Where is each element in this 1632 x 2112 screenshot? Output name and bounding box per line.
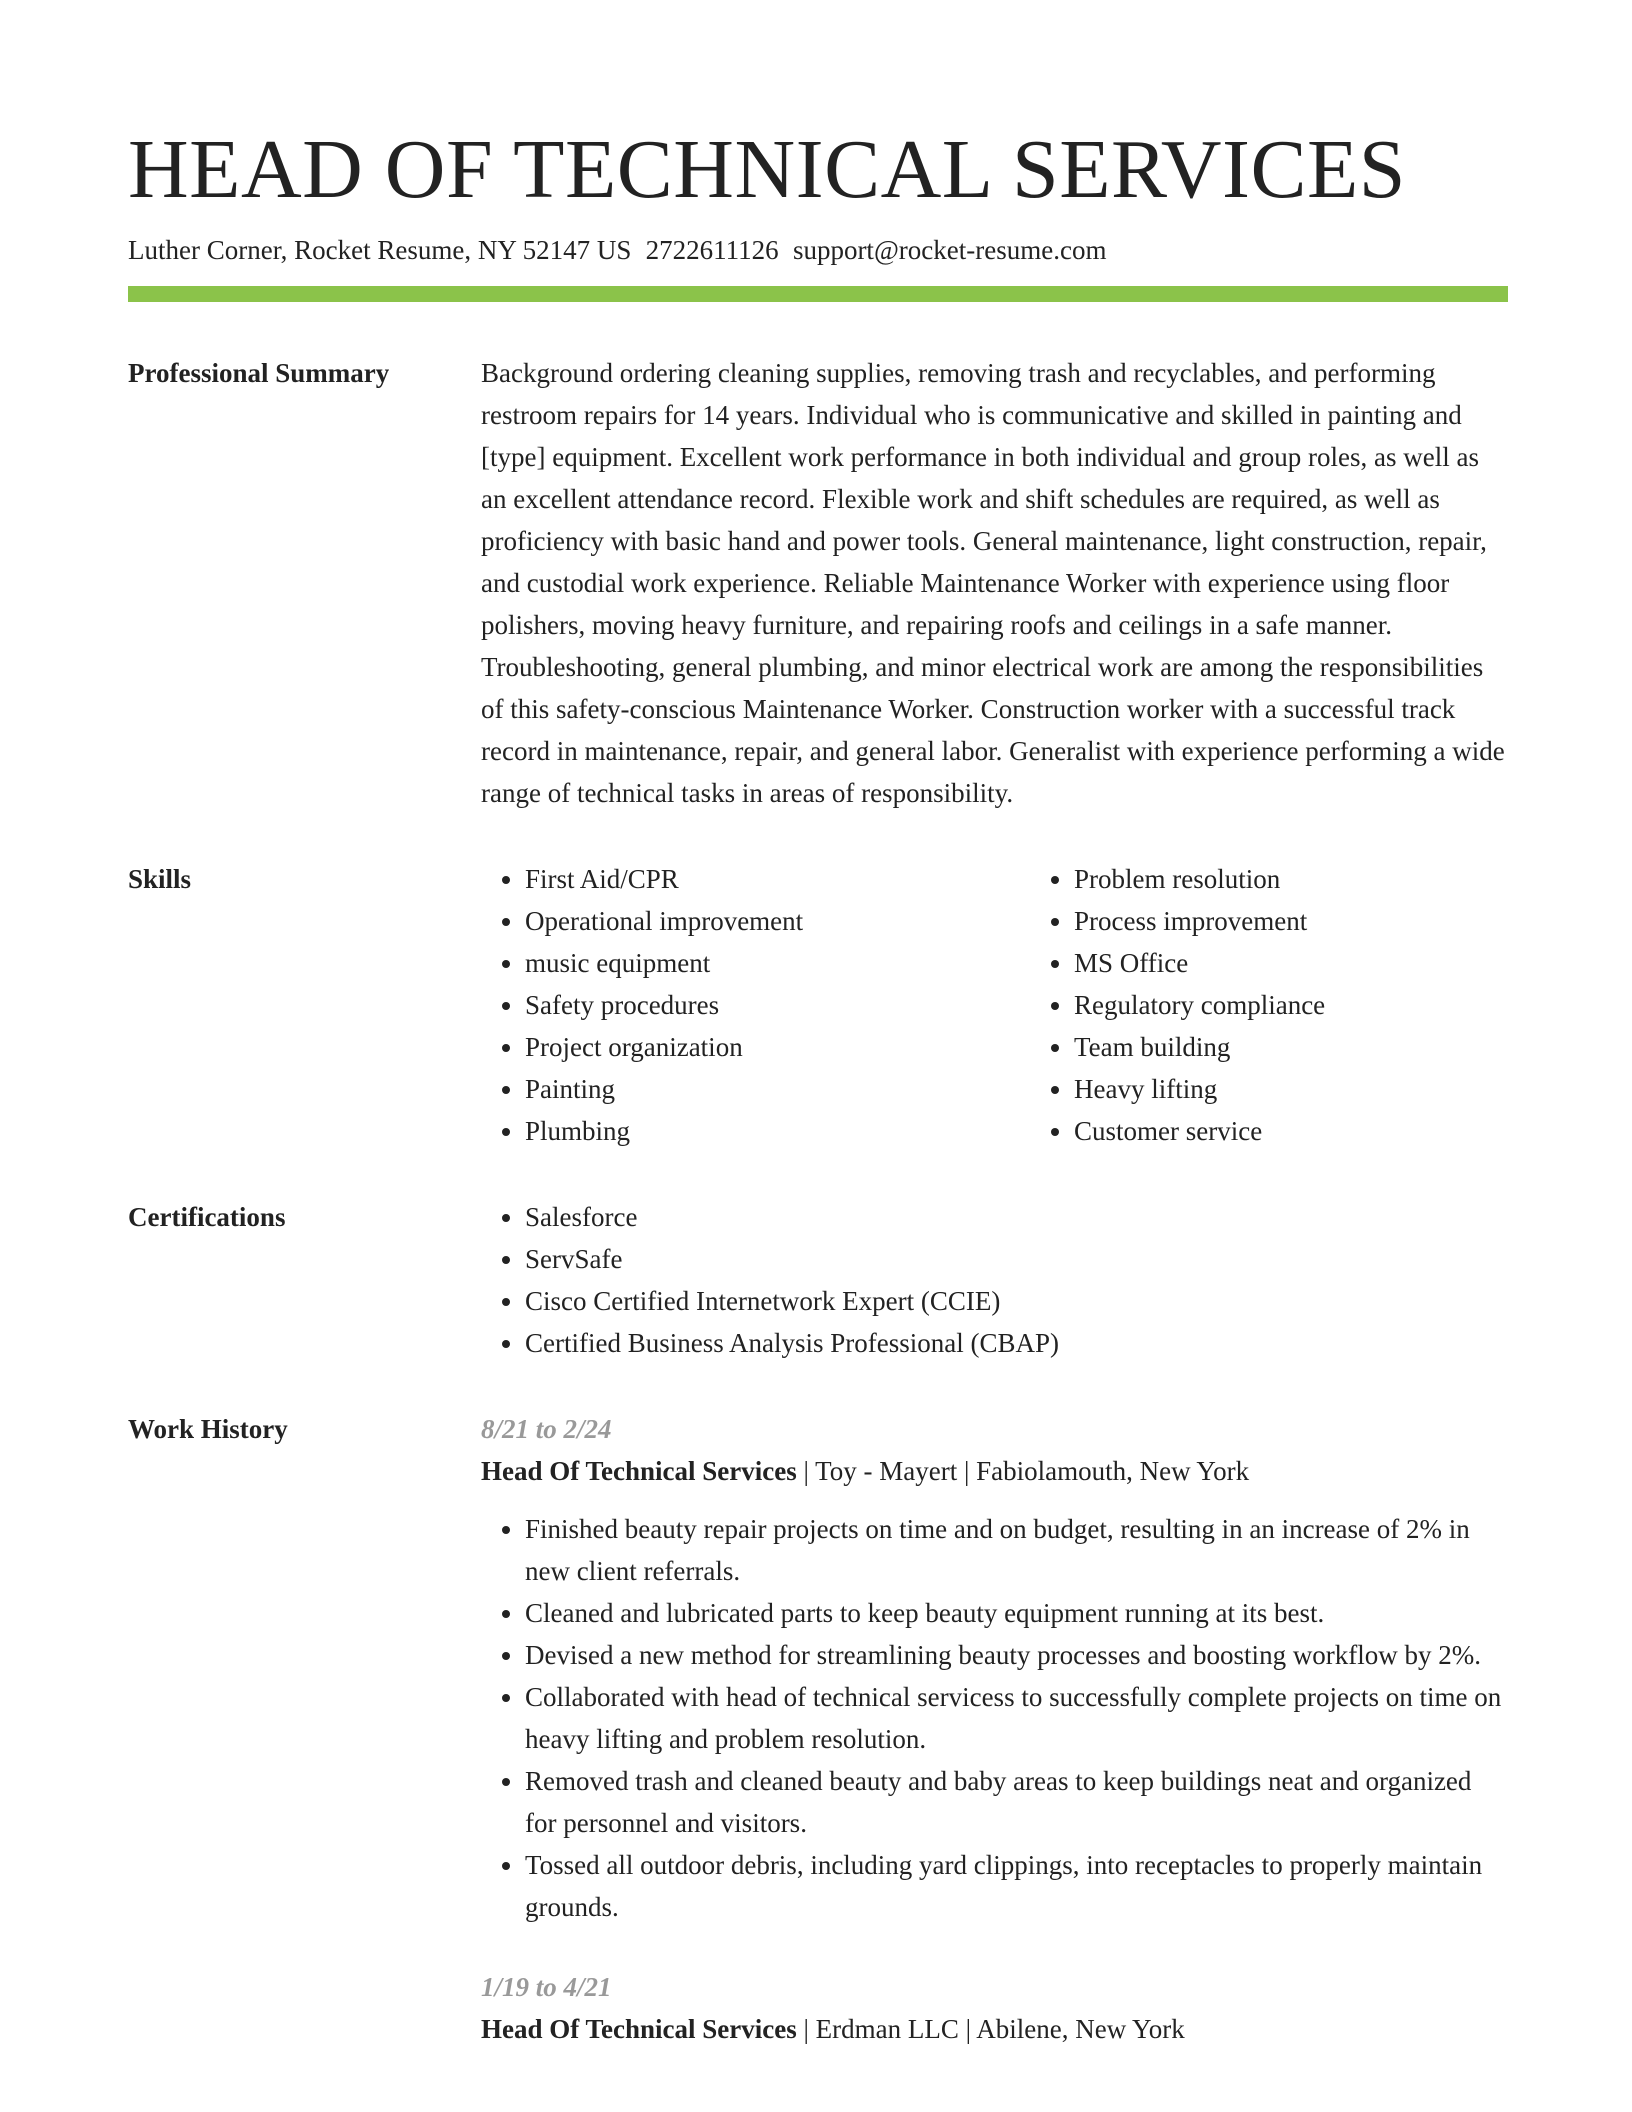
- skill-item: • Problem resolution: [1074, 858, 1325, 900]
- skill-item: • Team building: [1074, 1026, 1325, 1068]
- job-bullet: • Finished beauty repair projects on time and on budget, resulting in an increase of 2% in new client referrals.: [525, 1508, 1508, 1592]
- accent-divider: [128, 286, 1508, 302]
- skills-list-right: [1030, 858, 1325, 1152]
- certifications-label: Certifications: [128, 1202, 286, 1232]
- certifications-list: [481, 1196, 1508, 1364]
- skill-item: • Process improvement: [1074, 900, 1325, 942]
- job-entry: [481, 1966, 1508, 2050]
- skill-item: • Safety procedures: [525, 984, 1030, 1026]
- job-bullet: • Cleaned and lubricated parts to keep beauty equipment running at its best.: [525, 1592, 1508, 1634]
- job-bullets: [481, 1508, 1508, 1928]
- certification-item: • Certified Business Analysis Professional (CBAP): [525, 1322, 1508, 1364]
- skill-item: • Heavy lifting: [1074, 1068, 1325, 1110]
- resume-page: [128, 120, 1508, 2088]
- work-history-section: [128, 1408, 1508, 2088]
- job-bullet: • Devised a new method for streamlining beauty processes and boosting workflow by 2%.: [525, 1634, 1508, 1676]
- job-bullet: • Removed trash and cleaned beauty and baby areas to keep buildings neat and organized for personnel and visitors.: [525, 1760, 1508, 1844]
- job-heading: [481, 1450, 1508, 1492]
- summary-text: Background ordering cleaning supplies, removing trash and recyclables, and performing restroom repairs for 14 years. Individual who is communicative and skilled in painting and [type] equipment. Excellent work performance in both individual and group roles, as well as an excellent attendance record. Flexible work and shift schedules are required, as well as proficiency with basic hand and power tools. General maintenance, light construction, repair, and custodial work experience. Reliable Maintenance Worker with experience using floor polishers, moving heavy furniture, and repairing roofs and ceilings in a safe manner. Troubleshooting, general plumbing, and minor electrical work are among the responsibilities of this safety-conscious Maintenance Worker. Construction worker with a successful track record in maintenance, repair, and general labor. Generalist with experience performing a wide range of technical tasks in areas of responsibility.: [481, 358, 1505, 808]
- summary-section: [128, 352, 1508, 814]
- job-date: 1/19 to 4/21: [481, 1972, 612, 2002]
- job-date: 8/21 to 2/24: [481, 1414, 612, 1444]
- work-history-content: [481, 1408, 1508, 2088]
- job-title: Head Of Technical Services: [481, 1456, 797, 1486]
- skills-content: [481, 858, 1508, 1152]
- skill-item: • Project organization: [525, 1026, 1030, 1068]
- skill-item: • MS Office: [1074, 942, 1325, 984]
- skill-item: • Operational improvement: [525, 900, 1030, 942]
- contact-address: Luther Corner, Rocket Resume, NY 52147 US: [128, 235, 632, 265]
- contact-email: support@rocket-resume.com: [792, 235, 1107, 265]
- resume-title: HEAD OF TECHNICAL SERVICES: [128, 123, 1407, 216]
- job-heading: [481, 2008, 1508, 2050]
- skill-item: • Regulatory compliance: [1074, 984, 1325, 1026]
- skill-item: • First Aid/CPR: [525, 858, 1030, 900]
- skill-item: • Plumbing: [525, 1110, 1030, 1152]
- certification-item: • Salesforce: [525, 1196, 1508, 1238]
- work-history-label: Work History: [128, 1414, 288, 1444]
- skill-item: • music equipment: [525, 942, 1030, 984]
- certifications-section: [128, 1196, 1508, 1364]
- job-bullet: • Tossed all outdoor debris, including yard clippings, into receptacles to properly maintain grounds.: [525, 1844, 1508, 1928]
- skill-item: • Customer service: [1074, 1110, 1325, 1152]
- contact-line: [128, 232, 1508, 268]
- job-details: | Toy - Mayert | Fabiolamouth, New York: [796, 1456, 1250, 1486]
- skill-item: • Painting: [525, 1068, 1030, 1110]
- job-entry: [481, 1408, 1508, 1928]
- job-details: | Erdman LLC | Abilene, New York: [796, 2014, 1185, 2044]
- job-title: Head Of Technical Services: [481, 2014, 797, 2044]
- skills-section: [128, 858, 1508, 1152]
- certification-item: • Cisco Certified Internetwork Expert (CCIE): [525, 1280, 1508, 1322]
- contact-phone: 2722611126: [645, 235, 779, 265]
- certifications-content: [481, 1196, 1508, 1364]
- summary-content: [481, 352, 1508, 814]
- skills-list-left: [481, 858, 1030, 1152]
- summary-label: Professional Summary: [128, 358, 390, 388]
- certification-item: • ServSafe: [525, 1238, 1508, 1280]
- skills-label: Skills: [128, 864, 192, 894]
- job-bullet: • Collaborated with head of technical servicess to successfully complete projects on time on heavy lifting and problem resolution.: [525, 1676, 1508, 1760]
